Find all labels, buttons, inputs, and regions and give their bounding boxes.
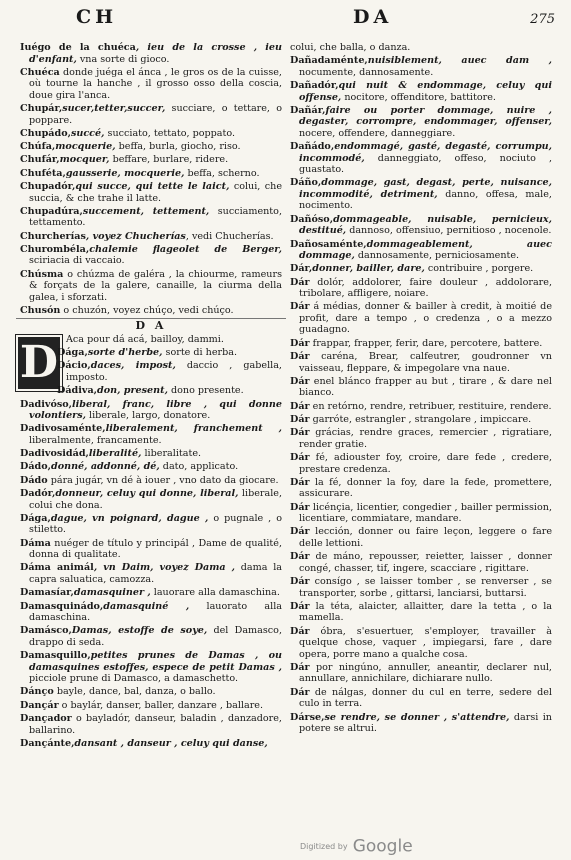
dictionary-entry xyxy=(290,376,552,399)
french-gloss: chalemie flageolet de Berger, xyxy=(89,243,282,255)
french-gloss: petites prunes de Damas , ou damasquines estoffes, espece de petit Damas , xyxy=(29,650,282,673)
dictionary-entry xyxy=(290,401,552,413)
french-gloss: don, present, xyxy=(97,385,168,397)
italian-gloss: lauorare alla damaschina. xyxy=(150,587,280,599)
dictionary-entry xyxy=(20,244,282,267)
headword: Churombéla, xyxy=(20,243,90,255)
dictionary-entry xyxy=(290,626,552,661)
headword: Dár xyxy=(290,501,310,513)
dictionary-entry xyxy=(290,526,552,549)
dictionary-entry xyxy=(20,128,282,140)
headword: Dadivosaménte, xyxy=(20,423,106,435)
headword: Damasíar, xyxy=(20,587,74,599)
dictionary-entry xyxy=(290,414,552,426)
headword: Dár, xyxy=(290,263,313,275)
dictionary-entry xyxy=(20,488,282,511)
french-gloss: dommage, gast, degast, perte, nuisance, incommodité, detriment, xyxy=(299,177,552,200)
dictionary-entry xyxy=(20,181,282,204)
french-gloss: liberalité, xyxy=(88,448,142,460)
italian-gloss: dannoso, offensiuo, pernitioso , nocenole. xyxy=(346,225,552,237)
dictionary-entry xyxy=(290,105,552,140)
dictionary-entry xyxy=(20,168,282,180)
french-gloss: daces, impost, xyxy=(90,360,176,372)
dictionary-entry xyxy=(20,587,282,599)
italian-gloss: fé, adiouster foy, croire, dare fede , credere, prestare credenza. xyxy=(299,452,552,475)
headword: Dañóso, xyxy=(290,213,334,225)
italian-gloss: colui, che succia, & che trahe il latte. xyxy=(29,181,283,204)
headword: Dánço xyxy=(20,686,54,698)
italian-gloss: o chuzón, voyez chúço, vedi chúço. xyxy=(60,305,234,317)
headword: Iuégo de la chuéca xyxy=(20,42,136,53)
french-gloss: liberal, franc, libre , qui donne volontiers, xyxy=(29,398,282,422)
italian-gloss: dama la capra saluatica, camozza. xyxy=(29,562,282,585)
headword: Dançánte, xyxy=(20,737,75,749)
drop-cap-ornament: D xyxy=(16,335,62,391)
headword: Dácio, xyxy=(57,360,91,372)
dictionary-entry xyxy=(290,502,552,525)
dictionary-entry xyxy=(20,538,282,561)
headword: Dançador xyxy=(20,713,72,724)
dictionary-entry xyxy=(20,399,282,422)
dictionary-entry xyxy=(20,461,282,473)
dictionary-entry xyxy=(20,700,282,712)
french-gloss: gausserie, mocquerie, xyxy=(65,167,185,179)
section-heading: D A xyxy=(135,319,167,333)
italian-gloss: enel blánco frapper au but , tirare , & dare nel bianco. xyxy=(299,375,552,399)
headword: Damásco, xyxy=(20,625,72,637)
headword: Chufár, xyxy=(20,154,60,166)
italian-gloss: nocitore, offenditore, battitore. xyxy=(341,91,496,103)
right-header: DA xyxy=(353,6,393,28)
dictionary-entry xyxy=(290,427,552,450)
italian-gloss: succiare, o tettare, o poppare. xyxy=(29,103,282,126)
headword: Dañadaménte, xyxy=(290,55,368,67)
dictionary-entry xyxy=(290,263,552,275)
headword: Dár xyxy=(290,526,310,538)
dictionary-entry xyxy=(16,305,286,319)
french-gloss: qui nuit & endommage, celuy qui offense, xyxy=(299,80,552,103)
headword: Dár xyxy=(290,301,310,313)
italian-gloss: picciole prune di Damasco, a damaschetto. xyxy=(29,673,239,685)
french-gloss: succé, xyxy=(70,127,105,139)
headword: Dadór, xyxy=(20,488,56,500)
french-gloss: faire ou porter dommage, nuire , degaster, corrompre, endommager, offenser, xyxy=(299,104,552,128)
headword: Dár xyxy=(290,351,310,363)
headword: Dáño, xyxy=(290,177,322,189)
headword: Dár xyxy=(290,576,310,588)
italian-gloss: sciriacia di vaccaio. xyxy=(29,255,125,267)
italian-gloss: óbra, s'esuertuer, s'employer, travailler à quelque chose, vaquer , impiegarsi, fare , dare opera, porre mano a qualche cosa. xyxy=(299,625,552,660)
french-gloss: dague, vn poignard, dague , xyxy=(50,512,209,524)
headword: Dádo, xyxy=(20,461,51,473)
headword: Dár xyxy=(290,276,310,288)
dictionary-entry xyxy=(290,141,552,176)
dictionary-entry xyxy=(290,351,552,374)
italian-gloss: lección, donner ou faire leçon, leggere o fare delle lettioni. xyxy=(299,526,552,549)
french-gloss: donner, bailler, dare, xyxy=(312,263,425,275)
italian-gloss: o bayladór, danseur, baladin , danzadore, ballarino. xyxy=(29,713,282,736)
italian-gloss: dolór, addolorer, faire douleur , addolorare, tribolare, affligere, noiare. xyxy=(299,276,552,300)
headword: Dañadór, xyxy=(290,80,339,92)
headword: Dançár xyxy=(20,699,59,711)
italian-gloss: caréna, Brear, calfeutrer, goudronner vn vaisseau, fleppare, & impegolare vna naue. xyxy=(299,351,552,374)
headword: Dárse, xyxy=(290,711,325,723)
italian-gloss: frappar, frapper, ferir, dare, percotere, battere. xyxy=(309,337,543,349)
headword: Dága, xyxy=(57,347,88,359)
dictionary-entry xyxy=(290,214,552,237)
headword: Dadivosidád, xyxy=(20,448,89,460)
dictionary-entry xyxy=(290,42,552,54)
italian-gloss: la fé, donner la foy, dare la fede, promettere, assicurare. xyxy=(299,476,552,500)
french-gloss: liberalement, franchement , xyxy=(105,423,282,435)
headword: Chupadúra, xyxy=(20,205,83,217)
italian-gloss: beffa, burla, giocho, riso. xyxy=(115,141,241,153)
dictionary-entry xyxy=(290,601,552,624)
french-gloss: donné, addonné, dé, xyxy=(50,461,160,473)
headword: Chuféta, xyxy=(20,167,66,179)
italian-gloss: succiato, tettato, poppato. xyxy=(104,127,236,139)
italian-gloss: o chúzma de galéra , la chiourme, rameurs & forçats de la galere, canaille, la ciurma della galea, i sforzati. xyxy=(29,268,282,303)
italian-gloss: á médias, donner & bailler à credit, à moitié de profit, dare a tempo , o credenza , o a mezzo guadagno. xyxy=(299,301,552,336)
headword: Dár xyxy=(290,427,310,439)
google-logo-text: Google xyxy=(352,836,413,856)
french-gloss: dommageablement, auec dommage, xyxy=(299,238,552,262)
italian-gloss: de nálgas, donner du cul en terre, sedere del culo in terra. xyxy=(299,686,552,710)
italian-gloss: dato, applicato. xyxy=(159,461,239,473)
headword: Dadivóso, xyxy=(20,398,73,410)
french-gloss: sucer,tetter,succer, xyxy=(62,103,166,115)
headword: Dádo xyxy=(20,474,48,486)
headword: Dár xyxy=(290,400,310,412)
dictionary-entry xyxy=(290,576,552,599)
italian-gloss: beffa, scherno. xyxy=(184,167,260,179)
italian-gloss: sorte di herba. xyxy=(162,347,238,359)
page-number: 275 xyxy=(530,12,555,27)
french-gloss: donneur, celuy qui donne, liberal, xyxy=(55,488,239,500)
headword: Dañár, xyxy=(290,104,326,116)
headword: Dár xyxy=(290,452,310,464)
italian-gloss: lauorato alla damaschina. xyxy=(29,600,283,624)
dictionary-entry xyxy=(290,177,552,212)
french-gloss: dansant , danseur , celuy qui danse, xyxy=(74,737,268,749)
french-gloss: mocquerie, xyxy=(55,141,116,153)
dictionary-entry xyxy=(20,713,282,736)
headword: Chúfa, xyxy=(20,141,56,153)
headword: Dár xyxy=(290,476,310,488)
dictionary-entry xyxy=(290,477,552,500)
italian-gloss: beffare, burlare, ridere. xyxy=(109,154,229,166)
italian-gloss: succiamento, tettamento. xyxy=(29,205,282,229)
dictionary-entry xyxy=(290,80,552,103)
dictionary-entry xyxy=(20,67,282,102)
dictionary-entry xyxy=(20,42,282,65)
italian-gloss: o baylár, danser, baller, danzare , ballare. xyxy=(58,699,264,711)
dictionary-entry xyxy=(20,141,282,153)
italian-gloss: liberale, colui che dona. xyxy=(29,488,282,511)
dictionary-entry xyxy=(20,385,282,397)
left-column xyxy=(20,42,282,751)
italian-gloss: nocere, offendere, danneggiare. xyxy=(299,127,456,139)
digitized-by-google xyxy=(300,836,413,857)
headword: Dár xyxy=(290,625,310,637)
dictionary-entry xyxy=(20,154,282,166)
italian-gloss: nuéger de título y principál , Dame de qualité, donna di qualitate. xyxy=(29,537,282,561)
italian-gloss: pára jugár, vn dé à iouer , vno dato da giocare. xyxy=(47,474,279,486)
italian-gloss: liberalitate. xyxy=(141,448,202,460)
headword: Dár xyxy=(290,337,310,349)
headword: Dár xyxy=(290,686,310,698)
french-gloss: damasquiné , xyxy=(103,600,190,612)
headword: Chupádo, xyxy=(20,127,71,139)
french-gloss: sorte d'herbe, xyxy=(87,347,163,359)
dictionary-entry xyxy=(20,423,282,446)
italian-gloss: vna sorte di gioco. xyxy=(76,53,170,65)
italian-gloss: en retórno, rendre, retribuer, restituire, rendere. xyxy=(309,400,552,412)
italian-gloss: consígo , se laisser tomber , se renverser , se transporter, sorbe , gittarsi, lanciarsi, buttarsi. xyxy=(299,576,552,599)
headword: Dár xyxy=(290,600,310,612)
french-gloss: se rendre, se donner , s'attendre, xyxy=(324,711,510,723)
italian-gloss: de máno, repousser, reietter, laisser , donner congé, chasser, tif, ingere, scacciare , rigittare. xyxy=(299,551,552,574)
headword: Dár xyxy=(290,551,310,563)
dictionary-entry xyxy=(20,601,282,624)
french-gloss: dommageable, nuisable, pernicieux, destitué, xyxy=(299,213,552,237)
headword: Churcherías xyxy=(20,230,86,242)
left-header: CH xyxy=(76,6,118,28)
italian-gloss: danneggiato, offeso, nociuto , guastato. xyxy=(299,152,552,176)
headword: Dár xyxy=(290,413,310,425)
right-column xyxy=(290,42,552,736)
dictionary-entry xyxy=(20,625,282,648)
italian-gloss: donde juéga el ánca , le gros os de la cuisse, où tourne la hanche , il grosso osso della coscia, doue gira l'anca. xyxy=(29,66,282,101)
french-gloss: endommagé, gasté, degasté, corrumpu, incommodé, xyxy=(299,141,552,164)
dictionary-entry xyxy=(20,562,282,585)
headword: Dár xyxy=(290,661,310,673)
headword: Chupadór, xyxy=(20,181,76,193)
dictionary-entry xyxy=(20,686,282,698)
dictionary-entry xyxy=(290,301,552,336)
french-gloss: , ieu de la crosse , ieu d'enfant, xyxy=(29,42,282,65)
dictionary-entry xyxy=(20,347,282,359)
headword: Dár xyxy=(290,375,310,387)
italian-gloss: bayle, dance, bal, danza, o ballo. xyxy=(53,686,216,698)
italian-gloss: liberalmente, francamente. xyxy=(29,434,162,446)
italian-gloss: colui, che balla, o danza. xyxy=(290,42,411,53)
dictionary-entry xyxy=(20,231,282,243)
french-gloss: damasquiner , xyxy=(73,587,151,599)
italian-gloss: nocumente, dannosamente. xyxy=(299,66,434,78)
italian-gloss: licénçia, licentier, congedier , bailler permission, licentiare, commiatare, mandare. xyxy=(299,501,552,525)
dictionary-entry xyxy=(290,712,552,735)
italian-gloss: , vedi Chucherías. xyxy=(185,230,274,242)
dictionary-entry xyxy=(290,452,552,475)
dictionary-entry xyxy=(20,650,282,685)
headword: Dáma xyxy=(20,537,51,549)
french-gloss: Damas, estoffe de soye, xyxy=(71,625,208,637)
digitized-by-label: Digitized by xyxy=(300,841,348,851)
dictionary-entry xyxy=(290,239,552,262)
french-gloss: mocquer, xyxy=(59,154,110,166)
italian-gloss: liberale, largo, donatore. xyxy=(85,410,211,422)
italian-gloss: contribuire , porgere. xyxy=(424,263,534,275)
headword: Dága, xyxy=(20,512,51,524)
dictionary-entry xyxy=(290,55,552,78)
headword: Damasquinádo, xyxy=(20,600,104,612)
italian-gloss: dannosamente, perniciosamente. xyxy=(354,250,520,262)
french-gloss: qui succe, qui tette le laict, xyxy=(75,181,230,193)
italian-gloss: Aca pour dá acá, bailloy, dammi. xyxy=(66,333,224,345)
headword: Dáma animál xyxy=(20,562,94,574)
headword: Chúsma xyxy=(20,268,64,280)
headword: Damasquillo, xyxy=(20,650,91,662)
italian-gloss: garróte, estrangler , strangolare , impiccare. xyxy=(309,413,532,425)
french-gloss: succement, tettement, xyxy=(82,205,210,217)
french-gloss: , voyez Chucherías xyxy=(85,230,186,242)
italian-gloss: dono presente. xyxy=(167,385,244,397)
dictionary-entry xyxy=(20,513,282,536)
dictionary-entry xyxy=(20,103,282,126)
dictionary-entry xyxy=(20,206,282,229)
italian-gloss: darsi in potere se altrui. xyxy=(299,711,552,735)
italian-gloss: daccio , gabella, imposto. xyxy=(66,360,282,383)
dictionary-entry xyxy=(290,662,552,685)
headword: Chusón xyxy=(20,305,61,317)
dictionary-entry xyxy=(20,448,282,460)
italian-gloss: por ningúno, annuller, aneantir, declarer nul, annullare, annichilare, dichiarare nullo. xyxy=(299,661,552,685)
italian-gloss: la téta, alaicter, allaitter, dare la tetta , o la mamella. xyxy=(299,600,552,624)
french-gloss: nuisiblement, auec dam , xyxy=(367,55,552,67)
dictionary-entry xyxy=(290,551,552,574)
italian-gloss: o pugnale , o stiletto. xyxy=(29,512,282,536)
dictionary-entry xyxy=(20,269,282,304)
dictionary-entry xyxy=(290,277,552,300)
headword: Chupár, xyxy=(20,103,63,115)
headword: Chuéca xyxy=(20,66,60,78)
dictionary-entry xyxy=(20,738,282,750)
french-gloss: , vn Daim, voyez Dama , xyxy=(93,562,235,574)
headword: Dañádo, xyxy=(290,141,335,153)
dictionary-entry xyxy=(20,475,282,487)
headword: Dañosaménte, xyxy=(290,238,367,250)
dictionary-entry xyxy=(290,338,552,350)
italian-gloss: danno, offesa, male, nocimento. xyxy=(299,188,552,212)
italian-gloss: grácias, rendre graces, remercier , rigratiare, render gratie. xyxy=(299,427,552,450)
italian-gloss: del Damasco, drappo di seda. xyxy=(29,625,282,648)
headword: Dádiva, xyxy=(57,385,98,397)
dictionary-entry xyxy=(290,687,552,710)
